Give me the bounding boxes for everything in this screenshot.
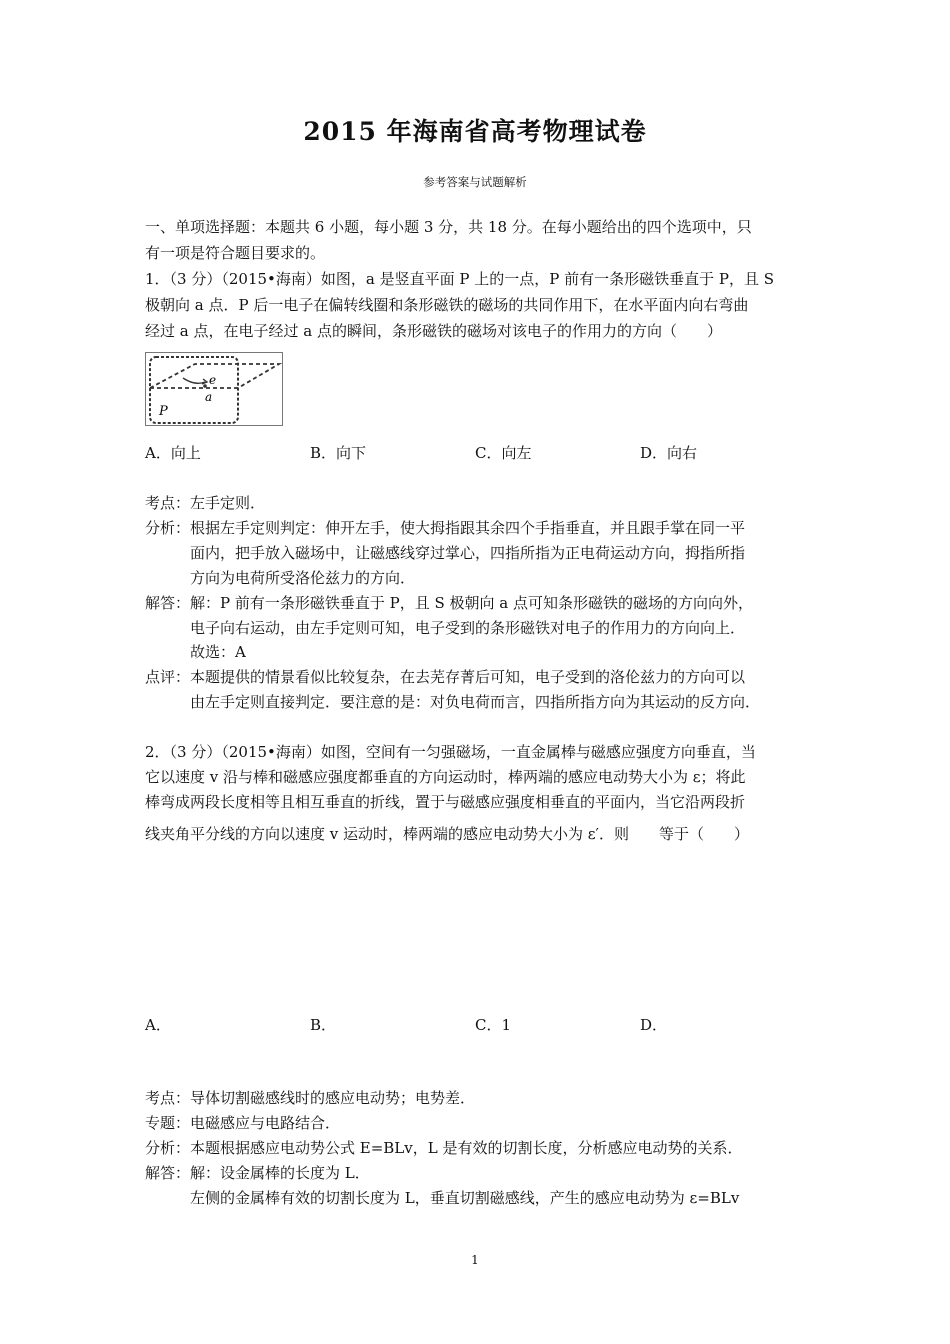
q1-stem-line: 1．（3 分）（2015•海南）如图，a 是竖直平面 P 上的一点，P 前有一条形磁铁垂直于 P，且 S [145, 270, 774, 288]
q1-figure-svg [145, 352, 283, 426]
q1-fenxi: 分析：根据左手定则判定：伸开左手，使大拇指跟其余四个手指垂直，并且跟手掌在同一平 [145, 519, 746, 537]
q1-answer: 故选：A [190, 643, 246, 661]
q2-stem-line: 线夹角平分线的方向以速度 v 运动时，棒两端的感应电动势大小为 ε′．则 等于（ ） [145, 825, 749, 843]
q2-stem-line: 它以速度 v 沿与棒和磁感应强度都垂直的方向运动时，棒两端的感应电动势大小为 ε；将此 [145, 768, 746, 786]
point-a [203, 384, 207, 388]
q2-jieda-cont: 左侧的金属棒有效的切割长度为 L，垂直切割磁感线，产生的感应电动势为 ε=BLv [190, 1189, 740, 1207]
q1-jieda: 解答：解：P 前有一条形磁铁垂直于 P，且 S 极朝向 a 点可知条形磁铁的磁场的方向向外， [145, 594, 754, 612]
section-heading-cont: 有一项是符合题目要求的。 [145, 244, 326, 262]
q1-stem-line: 经过 a 点，在电子经过 a 点的瞬间，条形磁铁的磁场对该电子的作用力的方向（ ） [145, 322, 722, 340]
q1-figure [145, 352, 283, 426]
q1-stem-line: 极朝向 a 点．P 后一电子在偏转线圈和条形磁铁的磁场的共同作用下，在水平面内向右弯曲 [145, 296, 749, 314]
q2-stem-line: 2．（3 分）（2015•海南）如图，空间有一匀强磁场，一直金属棒与磁感应强度方向垂直，当 [145, 743, 756, 761]
q2-option-b: B． [310, 1016, 337, 1034]
q2-kaodian: 考点：导体切割磁感线时的感应电动势；电势差． [145, 1089, 476, 1107]
label-a: a [205, 390, 213, 404]
q1-kaodian: 考点：左手定则． [145, 494, 266, 512]
q1-option-b: B．向下 [310, 444, 367, 462]
q1-option-a: A．向上 [145, 444, 201, 462]
label-e: e [209, 373, 217, 387]
q2-zhuanti: 专题：电磁感应与电路结合． [145, 1114, 341, 1132]
q1-option-d: D．向右 [640, 444, 698, 462]
q1-jieda-cont: 电子向右运动，由左手定则可知，电子受到的条形磁铁对电子的作用力的方向向上． [190, 619, 746, 637]
q1-fenxi-cont: 方向为电荷所受洛伦兹力的方向． [190, 569, 416, 587]
q2-jieda: 解答：解：设金属棒的长度为 L． [145, 1164, 370, 1182]
page-number: 1 [471, 1253, 479, 1267]
q2-stem-line: 棒弯成两段长度相等且相互垂直的折线，置于与磁感应强度相垂直的平面内，当它沿两段折 [145, 793, 746, 811]
q1-option-c: C．向左 [475, 444, 532, 462]
q1-dianping-cont: 由左手定则直接判定．要注意的是：对负电荷而言，四指所指方向为其运动的反方向． [190, 693, 761, 711]
q1-dianping: 点评：本题提供的情景看似比较复杂，在去芜存菁后可知，电子受到的洛伦兹力的方向可以 [145, 668, 746, 686]
q1-fenxi-cont: 面内，把手放入磁场中，让磁感线穿过掌心，四指所指为正电荷运动方向，拇指所指 [190, 544, 746, 562]
section-heading: 一、单项选择题：本题共 6 小题，每小题 3 分，共 18 分。在每小题给出的四个选项中，只 [145, 218, 752, 236]
page-subtitle: 参考答案与试题解析 [423, 175, 527, 189]
q2-option-c: C．1 [475, 1016, 512, 1034]
page-title: 2015 年海南省高考物理试卷 [303, 117, 647, 146]
label-p: P [159, 404, 168, 419]
q2-fenxi: 分析：本题根据感应电动势公式 E=BLv，L 是有效的切割长度，分析感应电动势的关系． [145, 1139, 743, 1157]
q2-option-d: D． [640, 1016, 668, 1034]
electron-path [183, 378, 205, 383]
q2-option-a: A． [145, 1016, 171, 1034]
